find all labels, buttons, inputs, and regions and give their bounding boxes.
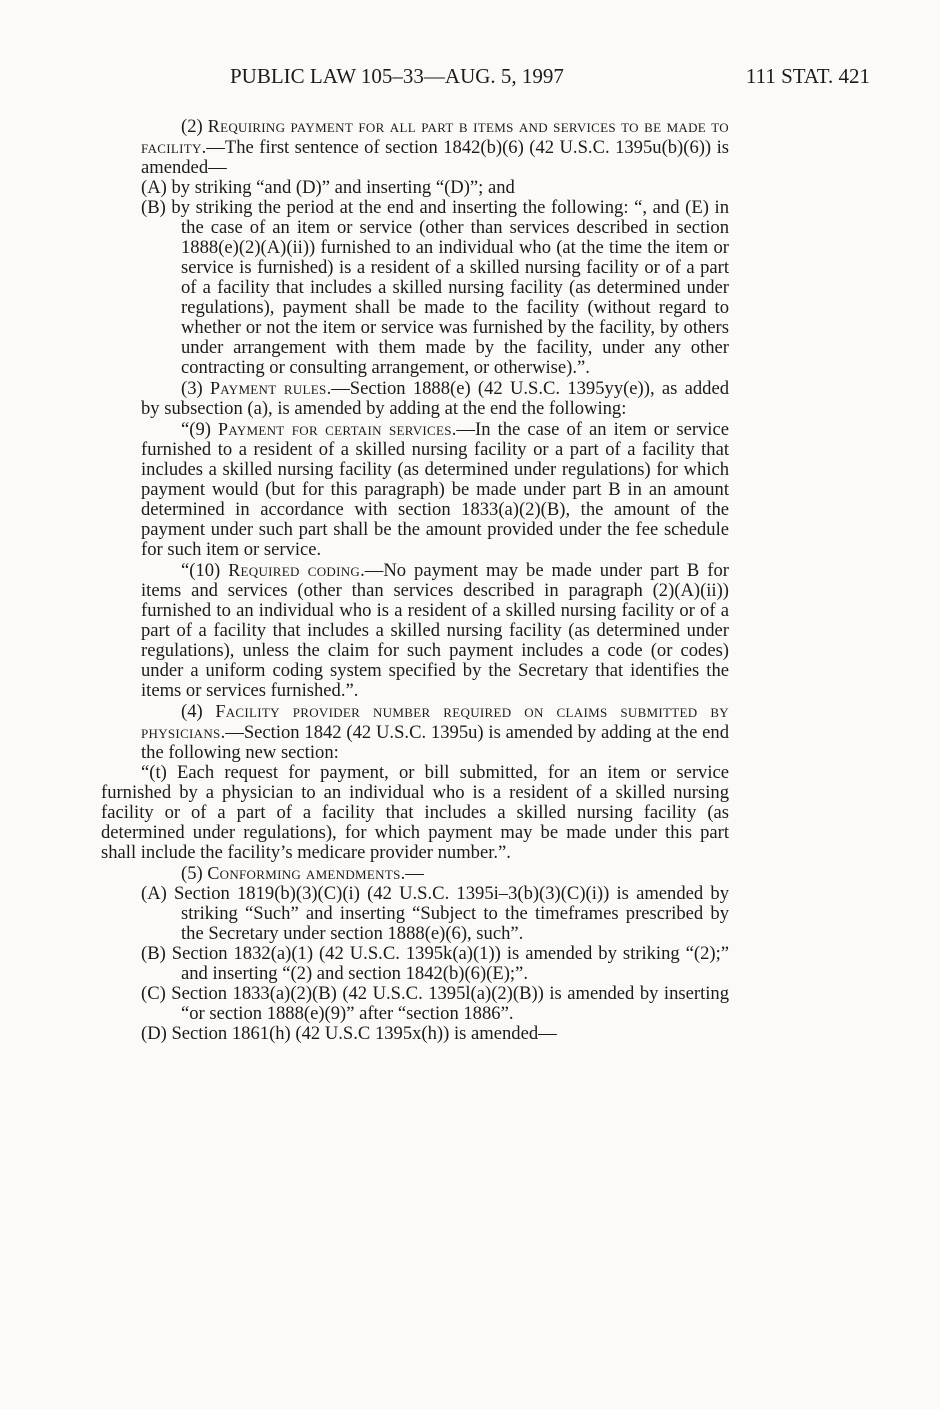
paragraph-heading: Conforming amendments — [207, 863, 401, 883]
paragraph-2: (2) Requiring payment for all part b items and services to be made to facility.—The first sentence of section 1842(b)(6) (42 U.S.C. 1395u(b)(6)) is amended— — [141, 116, 729, 178]
subparagraph-5a: (A) Section 1819(b)(3)(C)(i) (42 U.S.C. 1395i–3(b)(3)(C)(i)) is amended by striking “Such” and inserting “Subject to the timeframes prescribed by the Secretary under section 1888(e)(6), such”. — [141, 883, 729, 944]
paragraph-3: (3) Payment rules.—Section 1888(e) (42 U.S.C. 1395yy(e)), as added by subsection (a), is amended by adding at the end the following: — [141, 378, 729, 419]
paragraph-4: (4) Facility provider number required on claims submitted by physicians.—Section 1842 (42 U.S.C. 1395u) is amended by adding at the end the following new section: — [141, 701, 729, 763]
subparagraph-5d: (D) Section 1861(h) (42 U.S.C 1395x(h)) is amended— — [141, 1023, 557, 1044]
paragraph-5: (5) Conforming amendments.— — [181, 863, 424, 884]
paragraph-heading: Payment rules — [209, 378, 327, 398]
page-header — [230, 64, 870, 94]
new-section-t: “(t) Each request for payment, or bill submitted, for an item or service furnished by a physician to an individual who is a resident of a skilled nursing facility or of a part of a facility that includes a skilled nursing facility (as determined under regulations), for which payment may be made under this part shall include the facility’s medicare provider number.”. — [101, 762, 729, 863]
subparagraph-5c: (C) Section 1833(a)(2)(B) (42 U.S.C. 1395l(a)(2)(B)) is amended by inserting “or section 1888(e)(9)” after “section 1886”. — [141, 983, 729, 1024]
document-body — [101, 116, 729, 1044]
paragraph-heading: Payment for certain services — [218, 419, 452, 439]
paragraph-9: “(9) Payment for certain services.—In the case of an item or service furnished to a resident of a skilled nursing facility or a part of a facility that includes a skilled nursing facility (as determined under regulations) for which payment would (but for this paragraph) be made under part B in an amount determined in accordance with section 1833(a)(2)(B), the amount of the payment under such part shall be the amount provided under the fee schedule for such item or service. — [141, 419, 729, 560]
subparagraph-2a: (A) by striking “and (D)” and inserting “(D)”; and — [141, 177, 515, 198]
paragraph-10: “(10) Required coding.—No payment may be made under part B for items and services (other than services described in paragraph (2)(A)(ii)) furnished to an individual who is a resident of a skilled nursing facility or of a part of a facility that includes a skilled nursing facility (as determined under regulations), unless the claim for such payment includes a code (or codes) under a uniform coding system specified by the Secretary that identifies the items or services furnished.”. — [141, 560, 729, 701]
paragraph-heading: Required coding — [228, 560, 361, 580]
paragraph-heading: Requiring payment for all part b items and services to be made to facility — [141, 116, 729, 157]
running-head: PUBLIC LAW 105–33—AUG. 5, 1997 — [230, 64, 564, 88]
statute-page-number: 111 STAT. 421 — [745, 64, 870, 88]
subparagraph-5b: (B) Section 1832(a)(1) (42 U.S.C. 1395k(a)(1)) is amended by striking “(2);” and inserting “(2) and section 1842(b)(6)(E);”. — [141, 943, 729, 984]
subparagraph-2b: (B) by striking the period at the end and inserting the following: “, and (E) in the case of an item or service (other than services described in section 1888(e)(2)(A)(ii)) furnished to an individual who (at the time the item or service is furnished) is a resident of a skilled nursing facility or of a part of a facility that includes a skilled nursing facility (as determined under regulations), payment shall be made to the facility (without regard to whether or not the item or service was furnished by the facility, by others under arrangement with them made by the facility, under any other contracting or consulting arrangement, or otherwise).”. — [141, 197, 729, 378]
paragraph-heading: Facility provider number required on claims submitted by physicians — [141, 701, 729, 742]
